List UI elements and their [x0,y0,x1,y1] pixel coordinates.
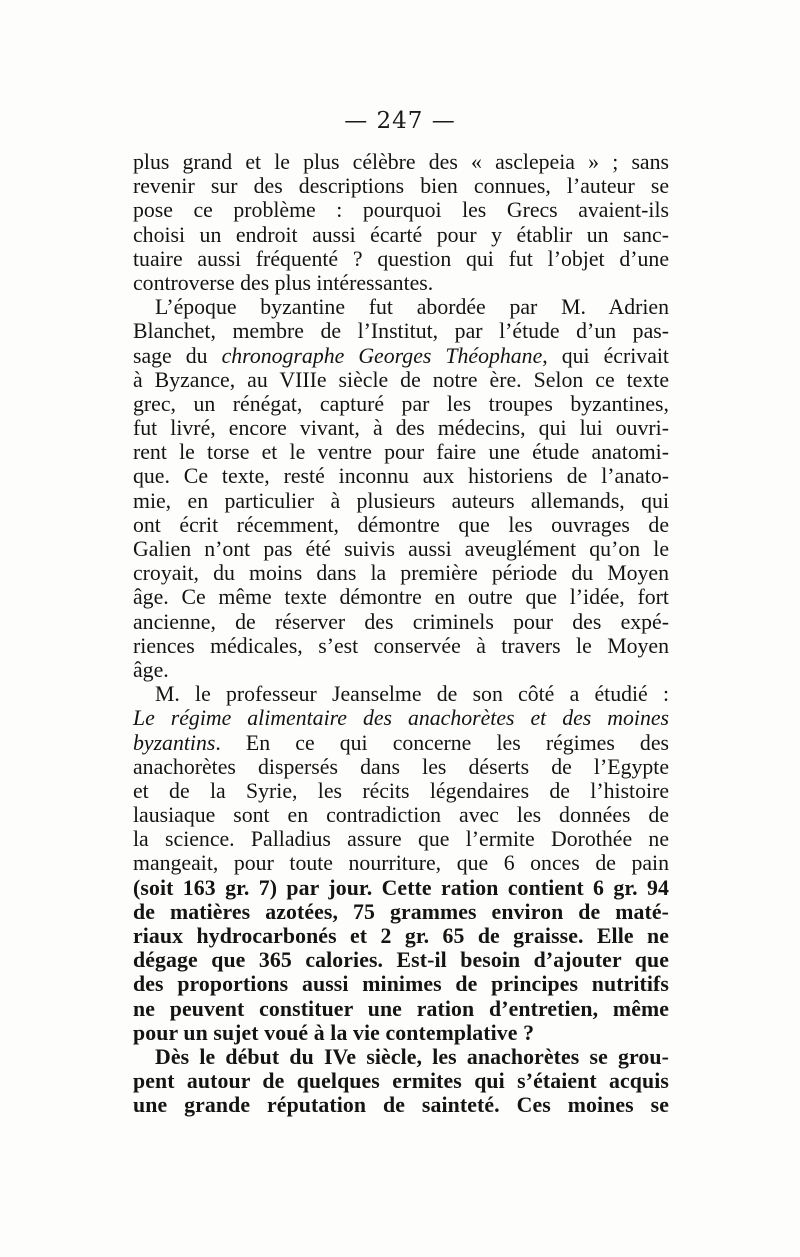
text-line: controverse des plus intéressantes. [133,270,434,295]
emphasized-text: chronographe Georges Théophane [221,343,543,368]
text-line: Dès le début du IVe siècle, les anachorètes se grou- [155,1044,669,1069]
text-line: fut livré, encore vivant, à des médecins, qui lui ouvri- [133,416,669,441]
text-line: plus grand et le plus célèbre des « asclepeia » ; sans [133,150,669,174]
text-line: rent le torse et le ventre pour faire une étude anatomi- [133,440,669,465]
text-line: ont écrit récemment, démontre que les ouvrages de [133,512,669,537]
text-line: anachorètes dispersés dans les déserts de l’Egypte [133,754,669,779]
text-line: pour un sujet voué à la vie contemplative ? [133,1020,535,1045]
text-line: que. Ce texte, resté inconnu aux historiens de l’anato- [133,464,669,489]
text-line: âge. Ce même texte démontre en outre que l’idée, fort [133,585,669,610]
body-text [133,150,669,1118]
text-line: Galien n’ont pas été suivis aussi aveuglément qu’on le [133,537,669,561]
text-line: pent autour de quelques ermites qui s’étaient acquis [133,1069,669,1094]
text-line: choisi un endroit aussi écarté pour y établir un sanc- [133,222,669,247]
text-line: riaux hydrocarbonés et 2 gr. 65 de graisse. Elle ne [133,924,669,948]
text-line: à Byzance, au VIIIe siècle de notre ère. Selon ce texte [133,367,669,392]
text-line: de matières azotées, 75 grammes environ de maté- [133,899,669,924]
text-line: Le régime alimentaire des anachorètes et des moines [133,706,669,731]
bold-print-section [133,876,669,1118]
text-line: tuaire aussi fréquenté ? question qui fut l’objet d’une [133,246,669,271]
text-line: Blanchet, membre de l’Institut, par l’étude d’un pas- [133,319,669,344]
text-line: la science. Palladius assure que l’ermite Dorothée ne [133,827,669,852]
text-line: revenir sur des descriptions bien connues, l’auteur se [133,174,669,199]
text-line: M. le professeur Jeanselme de son côté a étudié : [155,682,669,707]
text-line: une grande réputation de sainteté. Ces moines se [133,1093,669,1118]
text-line: ne peuvent constituer une ration d’entretien, même [133,996,669,1021]
text-line: (soit 163 gr. 7) par jour. Cette ration contient 6 gr. 94 [133,875,669,900]
text-line: byzantins. En ce qui concerne les régimes des [133,730,669,755]
text-line: mie, en particulier à plusieurs auteurs allemands, qui [133,488,669,513]
text-line: dégage que 365 calories. Est-il besoin d’ajouter que [133,948,669,973]
text-line: ancienne, de réserver des criminels pour des expé- [133,609,669,634]
text-line: riences médicales, s’est conservée à travers le Moyen [133,633,669,658]
text-line: pose ce problème : pourquoi les Grecs avaient-ils [133,198,669,223]
text-line: et de la Syrie, les récits légendaires de l’histoire [133,778,669,803]
text-line: lausiaque sont en contradiction avec les données de [133,803,669,828]
text-line: L’époque byzantine fut abordée par M. Adrien [155,295,669,320]
text-line: sage du chronographe Georges Théophane, qui écrivait [133,343,669,368]
text-line: croyait, du moins dans la première période du Moyen [133,561,669,586]
text-line: grec, un rénégat, capturé par les troupes byzantines, [133,391,669,416]
text-line: mangeait, pour toute nourriture, que 6 onces de pain [133,851,669,876]
text-line: âge. [133,657,169,682]
emphasized-text: byzantins [133,730,216,755]
page-number: — 247 — [344,108,456,134]
text-line: des proportions aussi minimes de principes nutritifs [133,972,669,997]
